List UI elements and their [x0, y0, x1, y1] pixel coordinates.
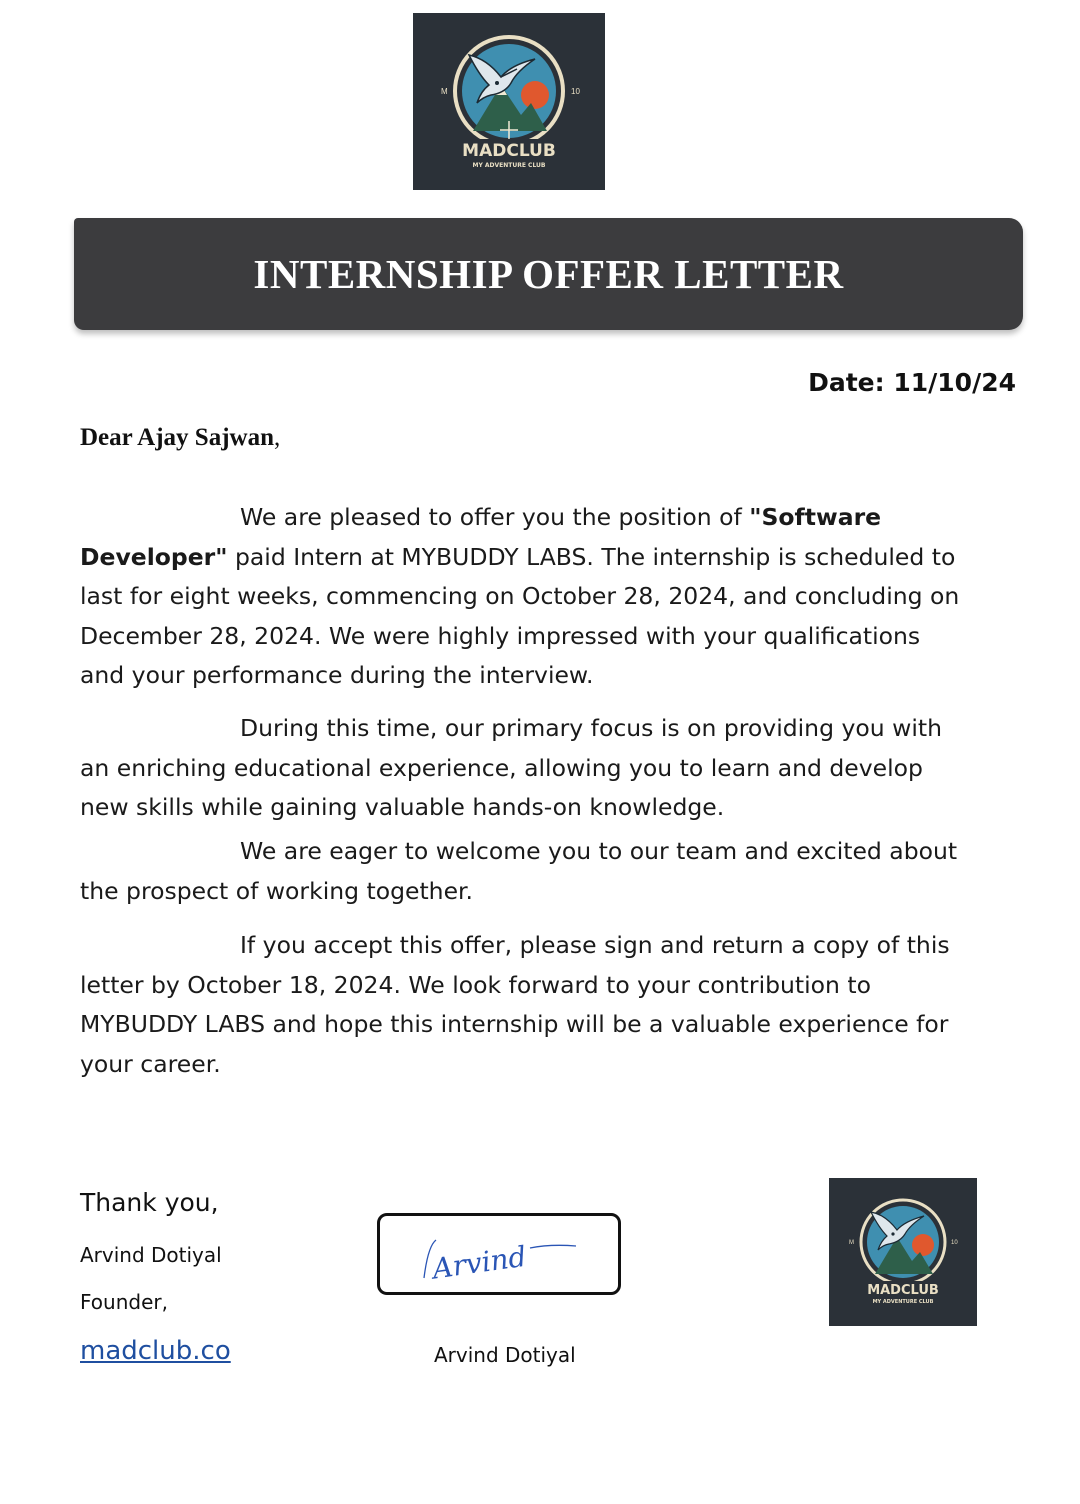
title-banner [74, 218, 1023, 330]
sun-icon [521, 81, 549, 109]
signature-caption: Arvind Dotiyal [434, 1343, 576, 1367]
madclub-logo-top [413, 13, 605, 190]
letter-date [808, 368, 1016, 397]
handwritten-signature [380, 1216, 618, 1292]
signature-box [377, 1213, 621, 1295]
body-paragraph-4: If you accept this offer, please sign and return a copy of this letter by October 18, 2024. We look forward to your contribution to MYBUDDY LABS and hope this internship will be a valuable experience for your career. [80, 931, 950, 1078]
website-link[interactable]: madclub.co [80, 1336, 231, 1366]
salutation-greeting: Dear Ajay Sajwan [80, 424, 274, 451]
signer-title: Founder, [80, 1290, 168, 1314]
closing-thanks: Thank you, [80, 1188, 219, 1217]
salutation-comma: , [273, 424, 281, 451]
body-paragraph-3: We are eager to welcome you to our team and excited about the prospect of working together. [80, 837, 958, 905]
position-title: "Software Developer" [80, 503, 882, 571]
svg-text:M: M [849, 1240, 854, 1246]
madclub-emblem-small [829, 1178, 977, 1326]
madclub-logo-bottom [829, 1178, 977, 1326]
madclub-emblem [413, 13, 605, 190]
body-paragraph-1: We are pleased to offer you the position of "Software Developer" paid Intern at MYBUDDY LABS. The internship is scheduled to last for eight weeks, commencing on October 28, 2024, and concluding on December 28, 2024. We were highly impressed with your qualifications and your performance during the interview. [80, 503, 960, 689]
logo-tagline: MY ADVENTURE CLUB [472, 162, 546, 169]
svg-text:MY ADVENTURE CLUB: MY ADVENTURE CLUB [872, 1299, 934, 1305]
date-value: 11/10/24 [893, 368, 1016, 397]
signer-name: Arvind Dotiyal [80, 1243, 222, 1267]
salutation [80, 424, 280, 452]
svg-text:MADCLUB: MADCLUB [867, 1283, 939, 1298]
svg-text:Arvind: Arvind [430, 1239, 529, 1286]
logo-brand: MADCLUB [462, 141, 556, 161]
date-label: Date: [808, 368, 885, 397]
svg-text:10: 10 [951, 1240, 958, 1246]
svg-text:M: M [441, 87, 448, 96]
sun-icon [912, 1234, 934, 1256]
page-title: INTERNSHIP OFFER LETTER [253, 251, 844, 297]
svg-text:10: 10 [571, 87, 580, 96]
body-paragraph-2: During this time, our primary focus is on providing you with an enriching educational experience, allowing you to learn and develop new skills while gaining valuable hands-on knowledge. [80, 714, 942, 821]
